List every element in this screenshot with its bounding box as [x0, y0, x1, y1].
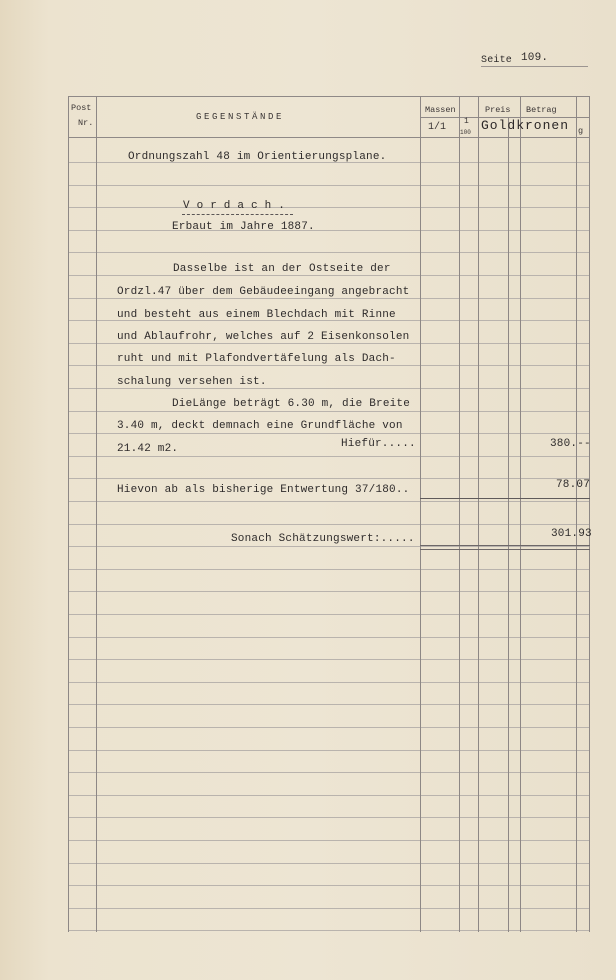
row-rule [68, 795, 590, 796]
header-massen-whole: 1/1 [428, 122, 447, 133]
subtotal-line [420, 498, 590, 499]
amount-value: 78.07 [556, 479, 591, 491]
header-currency: Goldkronen [481, 118, 570, 133]
row-rule [68, 411, 590, 412]
header-massen-fraction-den: 100 [460, 129, 471, 136]
row-rule [68, 501, 590, 502]
page-number-underline [481, 66, 588, 67]
row-rule [68, 885, 590, 886]
row-rule [68, 772, 590, 773]
row-rule [68, 727, 590, 728]
column-rule [520, 96, 521, 932]
column-rule [576, 96, 577, 932]
text-line: Erbaut im Jahre 1887. [172, 221, 315, 233]
row-rule [68, 591, 590, 592]
row-rule [68, 569, 590, 570]
amount-value: 380.-- [550, 438, 591, 450]
column-rule [459, 96, 460, 932]
row-rule [68, 275, 590, 276]
row-rule [68, 908, 590, 909]
text-line: Hievon ab als bisherige Entwertung 37/180.. [117, 484, 410, 496]
row-rule [68, 433, 590, 434]
column-rule [478, 96, 479, 932]
text-line: Sonach Schätzungswert:..... [231, 533, 415, 545]
header-massen: Massen [425, 105, 456, 115]
header-g: g [578, 126, 584, 136]
text-line: 21.42 m2. [117, 443, 179, 455]
header-betrag: Betrag [526, 105, 557, 115]
row-rule [68, 252, 590, 253]
row-rule [68, 704, 590, 705]
header-massen-fraction-num: 1 [464, 117, 469, 126]
row-rule [68, 478, 590, 479]
header-nr: Nr. [78, 118, 94, 128]
header-post: Post [71, 103, 92, 113]
row-rule [68, 682, 590, 683]
row-rule [68, 817, 590, 818]
row-rule [68, 659, 590, 660]
total-double-line [420, 545, 590, 550]
row-rule [68, 637, 590, 638]
section-title-underline [182, 214, 293, 215]
text-line: und besteht aus einem Blechdach mit Rinne [117, 309, 396, 321]
row-rule [68, 930, 590, 931]
row-rule [68, 365, 590, 366]
column-rule [508, 117, 509, 932]
row-rule [68, 524, 590, 525]
text-line: DieLänge beträgt 6.30 m, die Breite [172, 398, 411, 410]
section-title: V o r d a c h . [183, 200, 286, 212]
text-line: Hiefür..... [341, 438, 416, 450]
text-line: Dasselbe ist an der Ostseite der [173, 263, 391, 275]
row-rule [68, 388, 590, 389]
column-rule [589, 96, 590, 932]
row-rule [68, 456, 590, 457]
row-rule [68, 298, 590, 299]
text-line: ruht und mit Plafondvertäfelung als Dach- [117, 353, 396, 365]
text-line: schalung versehen ist. [117, 376, 267, 388]
text-line: 3.40 m, deckt demnach eine Grundfläche von [117, 420, 403, 432]
column-rule [420, 96, 421, 932]
text-line: Ordzl.47 über dem Gebäudeeingang angebracht [117, 286, 410, 298]
row-rule [68, 614, 590, 615]
text-line: und Ablaufrohr, welches auf 2 Eisenkonsolen [117, 331, 410, 343]
row-rule [68, 343, 590, 344]
column-rule [68, 96, 69, 932]
row-rule [68, 207, 590, 208]
row-rule [68, 750, 590, 751]
page-number: 109. [521, 52, 549, 64]
row-rule [68, 840, 590, 841]
amount-value: 301.93 [551, 528, 592, 540]
header-gegenstaende: GEGENSTÄNDE [196, 112, 285, 122]
row-rule [68, 863, 590, 864]
header-preis: Preis [485, 105, 511, 115]
row-rule [68, 96, 590, 97]
row-rule [68, 185, 590, 186]
page-number-label: Seite [481, 55, 513, 66]
text-line: Ordnungszahl 48 im Orientierungsplane. [128, 151, 387, 163]
row-rule [68, 137, 590, 138]
column-rule [96, 96, 97, 932]
row-rule [68, 230, 590, 231]
